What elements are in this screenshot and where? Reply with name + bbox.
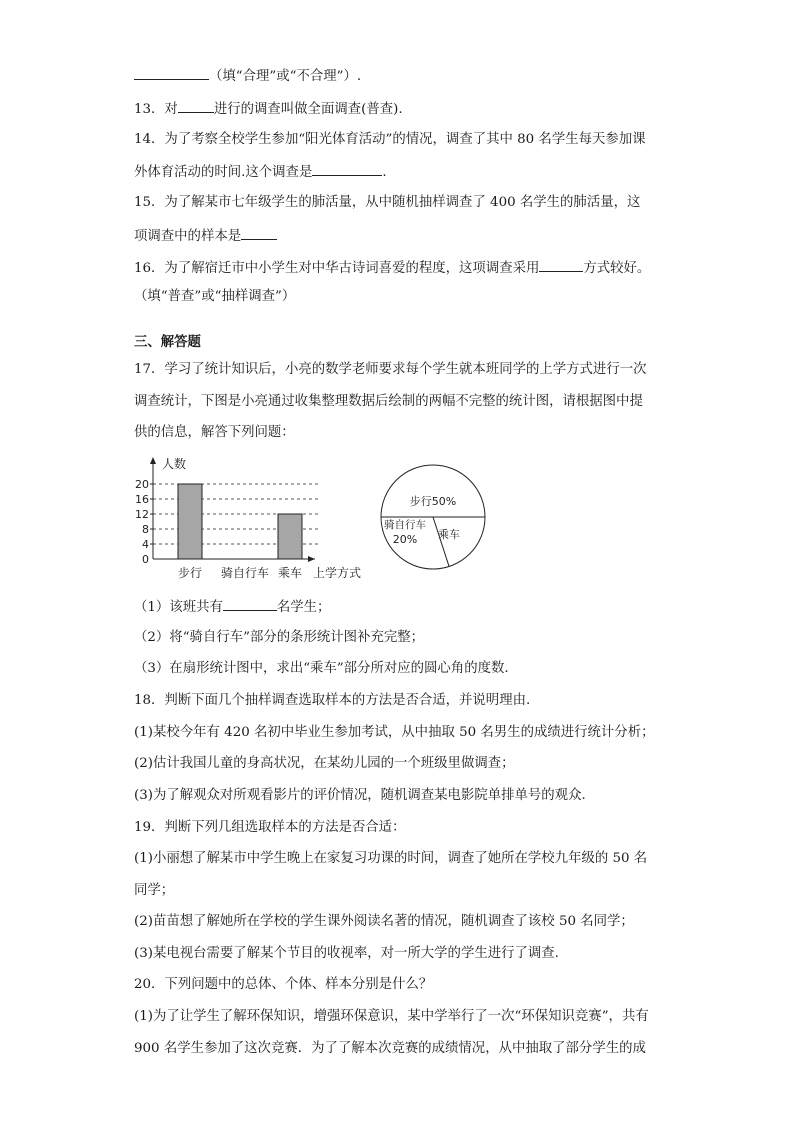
question-13 <box>134 99 403 119</box>
q19-part1-line1: (1)小丽想了解某市中学生晚上在家复习功课的时间，调查了她所在学校九年级的 50 名 <box>134 851 648 866</box>
answer-blank[interactable] <box>178 99 214 113</box>
q13-text-b: 进行的调查叫做全面调查(普查). <box>213 102 403 117</box>
question-17-line2: 调查统计，下图是小亮通过收集整理数据后绘制的两幅不完整的统计图，请根据图中提 <box>134 394 643 409</box>
question-17-line1: 17．学习了统计知识后，小亮的数学老师要求每个学生就本班同学的上学方式进行一次 <box>134 362 647 377</box>
question-16-line1 <box>134 258 650 278</box>
answer-blank[interactable] <box>134 66 209 80</box>
bar-chart <box>130 452 370 582</box>
question-20: 20．下列问题中的总体、个体、样本分别是什么？ <box>134 977 433 992</box>
q18-part1: (1)某校今年有 420 名初中毕业生参加考试，从中抽取 50 名男生的成绩进行统计分析； <box>134 725 655 740</box>
question-18: 18．判断下面几个抽样调查选取样本的方法是否合适，并说明理由. <box>134 693 531 708</box>
q19-part3: (3)某电视台需要了解某个节目的收视率，对一所大学的学生进行了调查. <box>134 946 559 961</box>
y-tick-label: 0 <box>142 553 149 566</box>
question-15-line1: 15．为了解某市七年级学生的肺活量，从中随机抽样调查了 400 名学生的肺活量，这 <box>134 195 641 210</box>
pie-label-bike: 骑自行车 <box>384 519 426 531</box>
q17-part3: （3）在扇形统计图中，求出“乘车”部分所对应的圆心角的度数. <box>134 661 509 676</box>
y-tick-label: 12 <box>135 508 149 521</box>
answer-blank[interactable] <box>539 258 583 272</box>
y-tick-label: 16 <box>135 493 149 506</box>
q12-suffix: （填“合理”或“不合理”）. <box>209 69 362 84</box>
q18-part2: (2)估计我国儿童的身高状况，在某幼儿园的一个班级里做调查； <box>134 756 515 771</box>
pie-label-walk: 步行50% <box>409 495 457 508</box>
question-19: 19．判断下列几组选取样本的方法是否合适： <box>134 820 406 835</box>
question-17-line3: 供的信息，解答下列问题： <box>134 425 295 440</box>
q17-part1-text-a: （1）该班共有 <box>134 600 223 615</box>
pie-chart <box>378 462 490 574</box>
q13-text-a: 13．对 <box>134 102 178 117</box>
question-15-line2 <box>134 226 277 246</box>
bar-3 <box>278 514 302 559</box>
x-tick-label: 乘车 <box>277 566 303 580</box>
y-tick-label: 4 <box>142 538 149 551</box>
answer-blank[interactable] <box>223 597 277 611</box>
y-axis-label: 人数 <box>162 457 187 471</box>
x-axis-label: 上学方式 <box>313 566 362 580</box>
q16-text-b: 方式较好。 <box>583 261 651 276</box>
y-axis-arrow <box>150 457 156 464</box>
section-heading: 三、解答题 <box>134 335 201 350</box>
q19-part1-line2: 同学； <box>134 883 175 898</box>
q12-answer-line <box>134 66 361 86</box>
question-14-line2: 外体育活动的时间.这个调查是 . <box>134 162 387 182</box>
q18-part3: (3)为了解观众对所观看影片的评价情况，随机调查某电影院单排单号的观众. <box>134 788 586 803</box>
y-tick-label: 20 <box>135 478 149 491</box>
bar-1 <box>178 484 202 559</box>
x-tick-label: 骑自行车 <box>220 566 270 580</box>
q20-part1-line1: (1)为了让学生了解环保知识，增强环保意识，某中学举行了一次“环保知识竞赛”，共有 <box>134 1009 649 1024</box>
pie-label-ride: 乘车 <box>438 528 460 541</box>
q17-part2: （2）将“骑自行车”部分的条形统计图补充完整； <box>134 630 425 645</box>
pie-label-bike-percent: 20% <box>392 533 418 546</box>
q17-part1 <box>134 597 330 617</box>
q20-part1-line2: 900 名学生参加了这次竞赛．为了了解本次竞赛的成绩情况，从中抽取了部分学生的成 <box>134 1041 646 1056</box>
x-axis-arrow <box>308 556 315 562</box>
question-16-line2: （填“普查”或“抽样调查”） <box>134 289 296 304</box>
question-14-line1: 14．为了考察全校学生参加“阳光体育活动”的情况，调查了其中 80 名学生每天参加课 <box>134 132 646 147</box>
q19-part2: (2)苗苗想了解她所在学校的学生课外阅读名著的情况，随机调查了该校 50 名同学； <box>134 914 634 929</box>
answer-blank[interactable] <box>312 162 382 176</box>
y-tick-label: 8 <box>142 523 149 536</box>
q17-part1-text-b: 名学生； <box>276 600 331 615</box>
q15-text: 项调查中的样本是 <box>134 229 242 244</box>
x-tick-label: 步行 <box>177 566 203 580</box>
q16-text-a: 16．为了解宿迁市中小学生对中华古诗词喜爱的程度，这项调查采用 <box>134 261 540 276</box>
answer-blank[interactable] <box>241 226 277 240</box>
q14-text: 外体育活动的时间.这个调查是 <box>134 165 313 180</box>
